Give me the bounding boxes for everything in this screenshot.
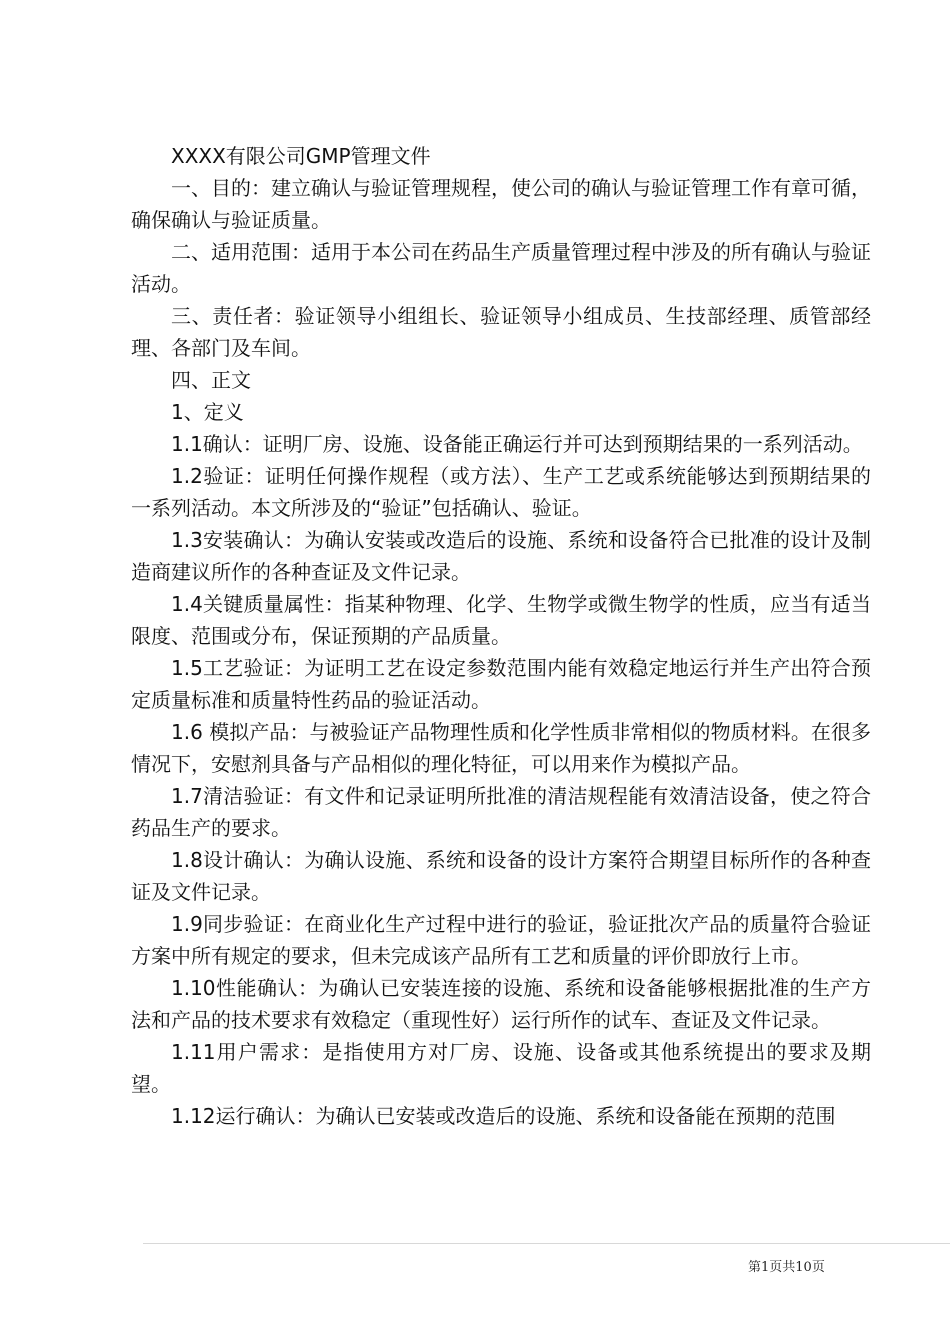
definition-1-10: 1.10性能确认：为确认已安装连接的设施、系统和设备能够根据批准的生产方法和产品的技术要求有效稳定（重现性好）运行所作的试车、查证及文件记录。 <box>131 976 871 1032</box>
definition-1-11: 1.11用户需求：是指使用方对厂房、设施、设备或其他系统提出的要求及期望。 <box>131 1040 871 1096</box>
purpose-paragraph: 一、目的：建立确认与验证管理规程，使公司的确认与验证管理工作有章可循，确保确认与验证质量。 <box>131 176 871 232</box>
definitions-heading: 1、定义 <box>171 400 244 424</box>
definition-1-2: 1.2验证：证明任何操作规程（或方法）、生产工艺或系统能够达到预期结果的一系列活动。本文所涉及的“验证”包括确认、验证。 <box>131 464 871 520</box>
definition-1-7: 1.7清洁验证：有文件和记录证明所批准的清洁规程能有效清洁设备，使之符合药品生产的要求。 <box>131 784 871 840</box>
body-heading: 四、正文 <box>171 368 251 392</box>
footer-divider <box>143 1243 950 1244</box>
doc-title: XXXX有限公司GMP管理文件 <box>171 144 431 168</box>
definition-1-12: 1.12运行确认：为确认已安装或改造后的设施、系统和设备能在预期的范围 <box>171 1104 836 1128</box>
definition-1-5: 1.5工艺验证：为证明工艺在设定参数范围内能有效稳定地运行并生产出符合预定质量标准和质量特性药品的验证活动。 <box>131 656 871 712</box>
definition-1-3: 1.3安装确认：为确认安装或改造后的设施、系统和设备符合已批准的设计及制造商建议所作的各种查证及文件记录。 <box>131 528 871 584</box>
responsibility-paragraph: 三、责任者：验证领导小组组长、验证领导小组成员、生技部经理、质管部经理、各部门及车间。 <box>131 304 871 360</box>
definition-1-4: 1.4关键质量属性：指某种物理、化学、生物学或微生物学的性质，应当有适当限度、范围或分布，保证预期的产品质量。 <box>131 592 871 648</box>
scope-paragraph: 二、适用范围：适用于本公司在药品生产质量管理过程中涉及的所有确认与验证活动。 <box>131 240 871 296</box>
definition-1-1: 1.1确认：证明厂房、设施、设备能正确运行并可达到预期结果的一系列活动。 <box>171 432 863 456</box>
definition-1-6: 1.6 模拟产品：与被验证产品物理性质和化学性质非常相似的物质材料。在很多情况下，安慰剂具备与产品相似的理化特征，可以用来作为模拟产品。 <box>131 720 871 776</box>
page-number: 第1页共10页 <box>748 1260 825 1275</box>
definition-1-8: 1.8设计确认：为确认设施、系统和设备的设计方案符合期望目标所作的各种查证及文件记录。 <box>131 848 871 904</box>
document-body <box>131 140 871 1132</box>
definition-1-9: 1.9同步验证：在商业化生产过程中进行的验证，验证批次产品的质量符合验证方案中所有规定的要求，但未完成该产品所有工艺和质量的评价即放行上市。 <box>131 912 871 968</box>
